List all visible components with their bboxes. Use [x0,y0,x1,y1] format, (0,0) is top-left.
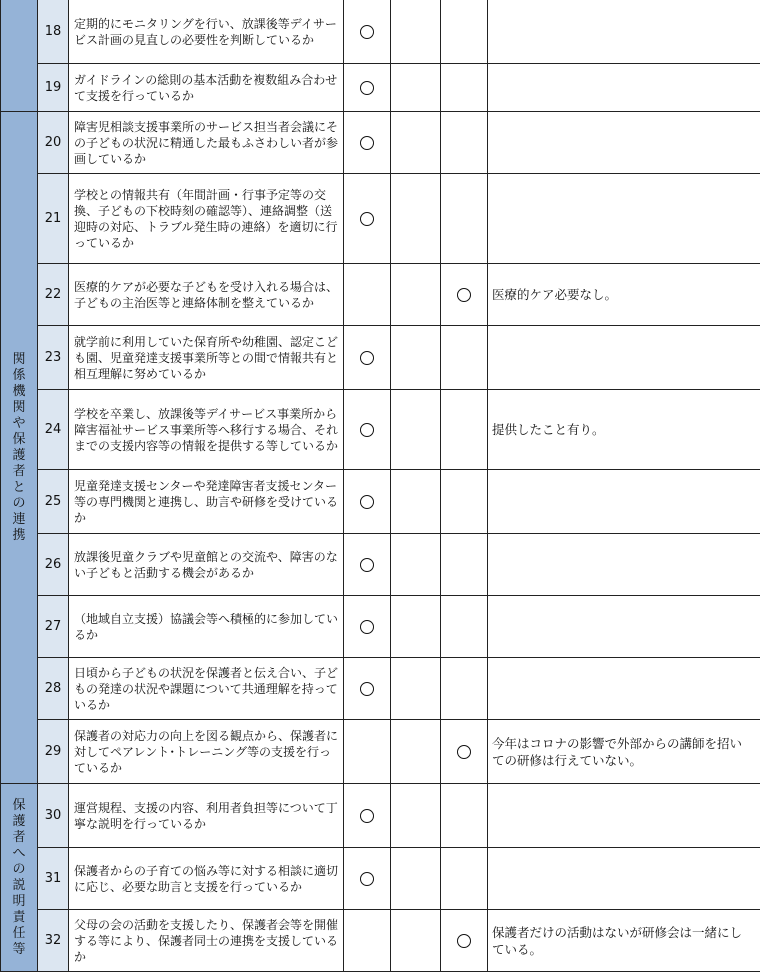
circle-mark-icon [360,495,374,509]
item-question: 放課後児童クラブや児童館との交流や、障害のない子どもと活動する機会があるか [69,534,344,596]
answer-cell-1[interactable] [344,596,391,658]
circle-mark-icon [457,288,471,302]
answer-cell-2[interactable] [391,784,441,848]
item-question: 保護者の対応力の向上を図る観点から、保護者に対してペアレント･トレーニング等の支援を行っているか [69,720,344,784]
circle-mark-icon [457,745,471,759]
answer-cell-3[interactable] [441,596,488,658]
table-row [1,470,760,534]
circle-mark-icon [360,136,374,150]
answer-cell-2[interactable] [391,0,441,64]
answer-cell-2[interactable] [391,390,441,470]
item-number: 18 [38,0,69,64]
answer-cell-3[interactable] [441,0,488,64]
answer-cell-3[interactable] [441,720,488,784]
item-number: 25 [38,470,69,534]
circle-mark-icon [360,81,374,95]
item-note: 提供したこと有り。 [488,390,760,470]
item-question: 医療的ケアが必要な子どもを受け入れる場合は、子どもの主治医等と連絡体制を整えているか [69,264,344,326]
item-question: 障害児相談支援事業所のサービス担当者会議にその子どもの状況に精通した最もふさわしい者が参画しているか [69,112,344,174]
answer-cell-2[interactable] [391,174,441,264]
table-row [1,720,760,784]
item-question: （地域自立支援）協議会等へ積極的に参加しているか [69,596,344,658]
answer-cell-2[interactable] [391,64,441,112]
circle-mark-icon [360,351,374,365]
item-number: 29 [38,720,69,784]
item-number: 31 [38,848,69,910]
answer-cell-1[interactable] [344,0,391,64]
answer-cell-3[interactable] [441,848,488,910]
item-number: 32 [38,910,69,972]
item-number: 30 [38,784,69,848]
answer-cell-3[interactable] [441,784,488,848]
answer-cell-2[interactable] [391,534,441,596]
item-note [488,848,760,910]
table-row [1,326,760,390]
circle-mark-icon [360,423,374,437]
item-question: 日頃から子どもの状況を保護者と伝え合い、子どもの発達の状況や課題について共通理解を持っているか [69,658,344,720]
circle-mark-icon [360,558,374,572]
answer-cell-1[interactable] [344,848,391,910]
answer-cell-3[interactable] [441,174,488,264]
answer-cell-2[interactable] [391,910,441,972]
table-row [1,534,760,596]
item-note [488,784,760,848]
item-note [488,596,760,658]
item-note [488,0,760,64]
answer-cell-2[interactable] [391,326,441,390]
item-number: 20 [38,112,69,174]
item-question: 学校を卒業し、放課後等デイサービス事業所から障害福祉サービス事業所等へ移行する場合、それまでの支援内容等の情報を提供する等しているか [69,390,344,470]
item-question: ガイドラインの総則の基本活動を複数組み合わせて支援を行っているか [69,64,344,112]
answer-cell-2[interactable] [391,470,441,534]
table-row [1,784,760,848]
table-row [1,848,760,910]
answer-cell-2[interactable] [391,112,441,174]
answer-cell-3[interactable] [441,112,488,174]
answer-cell-3[interactable] [441,390,488,470]
table-row [1,112,760,174]
circle-mark-icon [360,620,374,634]
answer-cell-2[interactable] [391,264,441,326]
circle-mark-icon [457,934,471,948]
answer-cell-2[interactable] [391,848,441,910]
item-note: 今年はコロナの影響で外部からの講師を招いての研修は行えていない。 [488,720,760,784]
answer-cell-3[interactable] [441,326,488,390]
item-note: 保護者だけの活動はないが研修会は一緒にしている。 [488,910,760,972]
circle-mark-icon [360,809,374,823]
answer-cell-1[interactable] [344,910,391,972]
item-number: 23 [38,326,69,390]
item-question: 運営規程、支援の内容、利用者負担等について丁寧な説明を行っているか [69,784,344,848]
item-note [488,64,760,112]
item-number: 22 [38,264,69,326]
circle-mark-icon [360,212,374,226]
answer-cell-3[interactable] [441,910,488,972]
circle-mark-icon [360,25,374,39]
item-note [488,112,760,174]
category-label: 保護者への説明責任等 [12,797,26,957]
table-row [1,0,760,64]
table-row [1,390,760,470]
item-question: 定期的にモニタリングを行い、放課後等デイサービス計画の見直しの必要性を判断しているか [69,0,344,64]
table-row [1,264,760,326]
category-explanation [1,784,38,972]
answer-cell-1[interactable] [344,390,391,470]
item-question: 保護者からの子育ての悩み等に対する相談に適切に応じ、必要な助言と支援を行っているか [69,848,344,910]
answer-cell-1[interactable] [344,326,391,390]
item-number: 19 [38,64,69,112]
category-relations [1,112,38,784]
item-question: 児童発達支援センターや発達障害者支援センター等の専門機関と連携し、助言や研修を受けているか [69,470,344,534]
answer-cell-3[interactable] [441,534,488,596]
answer-cell-1[interactable] [344,174,391,264]
answer-cell-1[interactable] [344,470,391,534]
answer-cell-1[interactable] [344,264,391,326]
item-number: 28 [38,658,69,720]
answer-cell-1[interactable] [344,64,391,112]
answer-cell-1[interactable] [344,784,391,848]
item-note [488,658,760,720]
circle-mark-icon [360,682,374,696]
answer-cell-2[interactable] [391,720,441,784]
item-question: 就学前に利用していた保育所や幼稚園、認定こども園、児童発達支援事業所等との間で情報共有と相互理解に努めているか [69,326,344,390]
answer-cell-3[interactable] [441,264,488,326]
item-note [488,470,760,534]
table-row [1,910,760,972]
item-number: 21 [38,174,69,264]
answer-cell-3[interactable] [441,64,488,112]
circle-mark-icon [360,872,374,886]
answer-cell-3[interactable] [441,658,488,720]
table-row [1,596,760,658]
item-number: 27 [38,596,69,658]
category-top [1,0,38,112]
item-number: 24 [38,390,69,470]
item-number: 26 [38,534,69,596]
item-note [488,326,760,390]
answer-cell-1[interactable] [344,658,391,720]
item-question: 学校との情報共有（年間計画・行事予定等の交換、子どもの下校時刻の確認等）、連絡調整（送迎時の対応、トラブル発生時の連絡）を適切に行っているか [69,174,344,264]
table-row [1,658,760,720]
answer-cell-1[interactable] [344,112,391,174]
answer-cell-1[interactable] [344,720,391,784]
answer-cell-1[interactable] [344,534,391,596]
item-question: 父母の会の活動を支援したり、保護者会等を開催する等により、保護者同士の連携を支援しているか [69,910,344,972]
answer-cell-2[interactable] [391,658,441,720]
item-note: 医療的ケア必要なし。 [488,264,760,326]
item-note [488,534,760,596]
answer-cell-2[interactable] [391,596,441,658]
answer-cell-3[interactable] [441,470,488,534]
category-label: 関係機関や保護者との連携 [12,351,26,543]
table-row [1,64,760,112]
table-row [1,174,760,264]
item-note [488,174,760,264]
